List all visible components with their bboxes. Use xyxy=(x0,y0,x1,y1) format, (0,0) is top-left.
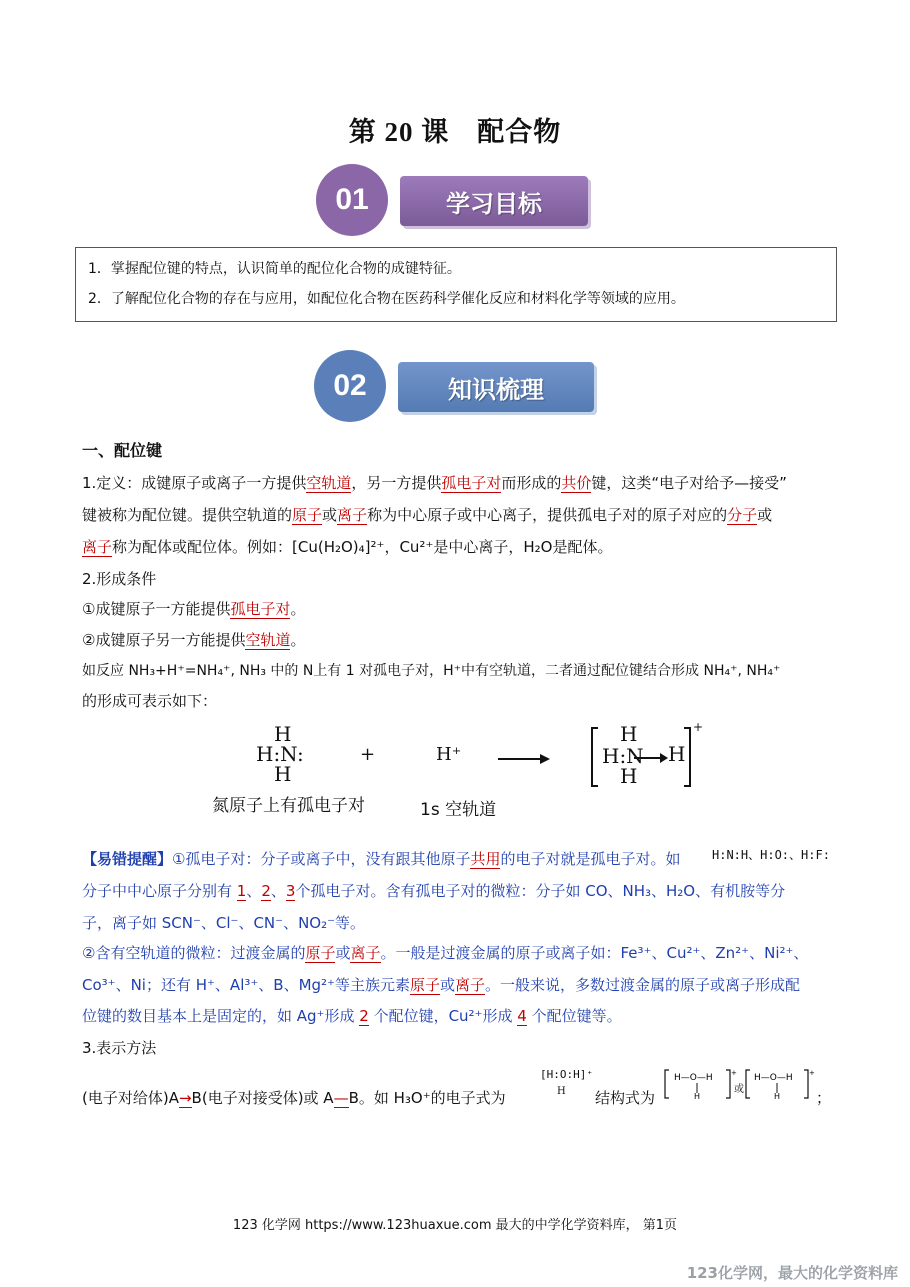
svg-text:+: + xyxy=(731,1069,737,1077)
answer-blank: 分子 xyxy=(727,506,758,524)
svg-text:+: + xyxy=(809,1069,815,1077)
answer-blank: 2 xyxy=(359,1007,369,1025)
tip-line-3: 子，离子如 SCN⁻、Cl⁻、CN⁻、NO₂⁻等。 xyxy=(82,914,366,932)
representation-line: (电子对给体)A→B(电子对接受体)或 A—B。如 H₃O⁺的电子式为 xyxy=(82,1089,506,1107)
proton: H⁺ xyxy=(436,744,462,765)
nh3-top-h: H xyxy=(274,722,292,746)
goal-item: 2．了解配位化合物的存在与应用，如配位化合物在医药科学催化反应和材料化学等领域的应用。 xyxy=(88,291,685,307)
answer-blank: 原子 xyxy=(305,944,336,962)
svg-text:H: H xyxy=(694,1092,701,1101)
h3o-bottom-h: H xyxy=(557,1086,566,1097)
structure-label: 结构式为 xyxy=(595,1089,656,1107)
definition-line-3: 离子称为配体或配位体。例如：[Cu(H₂O)₄]²⁺，Cu²⁺是中心离子，H₂O是配体。 xyxy=(82,538,613,556)
heading-coordinate-bond: 一、配位键 xyxy=(82,441,163,460)
charge-sign: + xyxy=(693,720,704,734)
nh4-bottom-h: H xyxy=(620,764,638,788)
answer-blank: 离子 xyxy=(455,976,486,994)
answer-blank: 空轨道 xyxy=(306,474,352,492)
page-footer: 123 化学网 https://www.123huaxue.com 最大的中学化学资料库， 第1页 xyxy=(232,1218,678,1233)
or-label: 或 xyxy=(734,1084,744,1095)
answer-blank: 3 xyxy=(285,882,296,900)
definition-line-2: 键被称为配位键。提供空轨道的原子或离子称为中心原子或中心离子，提供孤电子对的原子对应的分子或 xyxy=(82,506,773,524)
section-number-badge xyxy=(314,350,386,422)
reaction-arrow-icon xyxy=(498,752,550,766)
h3o-electron-formula: [H:O:H]⁺ xyxy=(540,1068,593,1081)
nh4-middle: H:N xyxy=(602,744,644,768)
answer-blank: 共价 xyxy=(561,474,592,492)
answer-blank: 原子 xyxy=(292,506,323,524)
example-line-1: 如反应 NH₃+H⁺=NH₄⁺, NH₃ 中的 N上有 1 对孤电子对，H⁺中有空轨道，二者通过配位键结合形成 NH₄⁺, NH₄⁺ xyxy=(82,663,781,679)
watermark: 123化学网，最大的化学资料库 xyxy=(686,1264,898,1282)
answer-blank: 离子 xyxy=(350,944,381,962)
svg-text:H: H xyxy=(774,1092,781,1101)
section-label: 知识梳理 xyxy=(448,375,544,404)
tip-line-6: 位键的数目基本上是固定的，如 Ag⁺形成 2 个配位键，Cu²⁺形成 4 个配位键等。 xyxy=(82,1007,622,1025)
answer-blank: → xyxy=(178,1089,192,1107)
answer-blank: 孤电子对 xyxy=(230,600,291,618)
section-label: 学习目标 xyxy=(446,189,542,218)
section-tab-goals xyxy=(400,176,588,226)
answer-blank: 孤电子对 xyxy=(441,474,502,492)
nh3-middle: H:N: xyxy=(256,742,304,766)
answer-blank: 离子 xyxy=(82,538,113,556)
nh4-top-h: H xyxy=(620,722,638,746)
section-tab-knowledge xyxy=(398,362,594,412)
answer-blank: 4 xyxy=(517,1007,527,1025)
representation-heading: 3.表示方法 xyxy=(82,1039,157,1057)
example-line-2: 的形成可表示如下： xyxy=(82,692,218,710)
tip-line-5: Co³⁺、Ni；还有 H⁺、Al³⁺、B、Mg²⁺等主族元素原子或离子。一般来说，多数过渡金属的原子或离子形成配 xyxy=(82,976,801,994)
definition-line-1: 1.定义：成键原子或离子一方提供空轨道，另一方提供孤电子对而形成的共价键，这类“电子对给予—接受” xyxy=(82,474,787,492)
tip-line-4: ②含有空轨道的微粒：过渡金属的原子或离子。一般是过渡金属的原子或离子如：Fe³⁺、Cu²⁺、Zn²⁺、Ni²⁺、 xyxy=(82,944,809,962)
conditions-heading: 2.形成条件 xyxy=(82,570,157,588)
answer-blank: 原子 xyxy=(409,976,440,994)
lone-pair-formulas: H:N:H、H:O:、H:F: xyxy=(712,848,830,862)
section-number-badge xyxy=(316,164,388,236)
answer-blank: — xyxy=(333,1089,349,1107)
section-number: 01 xyxy=(335,183,369,216)
nh3-bottom-h: H xyxy=(274,762,292,786)
page-title: 第 20 课 配合物 xyxy=(348,117,562,147)
svg-text:H—O—H: H—O—H xyxy=(754,1073,793,1083)
nh4-right-h: H xyxy=(668,742,686,766)
answer-blank: 空轨道 xyxy=(245,631,291,649)
condition-1: ①成键原子一方能提供孤电子对。 xyxy=(82,600,306,618)
goals-box xyxy=(75,247,837,322)
diagram-caption-empty-orbital: 1s 空轨道 xyxy=(420,800,497,820)
answer-blank: 2 xyxy=(261,882,271,900)
goal-item: 1．掌握配位键的特点，认识简单的配位化合物的成键特征。 xyxy=(88,261,461,277)
tip-line-2: 分子中中心原子分别有 1、2、3个孤电子对。含有孤电子对的微粒：分子如 CO、NH₃、H₂O、有机胺等分 xyxy=(82,882,786,900)
answer-blank: 1 xyxy=(236,882,247,900)
plus-sign: + xyxy=(360,744,376,765)
condition-2: ②成键原子另一方能提供空轨道。 xyxy=(82,631,306,649)
diagram-caption-lone-pair: 氮原子上有孤电子对 xyxy=(212,796,365,816)
section-number: 02 xyxy=(333,369,367,402)
svg-text:H—O—H: H—O—H xyxy=(674,1073,713,1083)
answer-blank: 共用 xyxy=(470,850,501,868)
tip-line-1: 【易错提醒】①孤电子对：分子或离子中，没有跟其他原子共用的电子对就是孤电子对。如 xyxy=(82,850,681,868)
answer-blank: 离子 xyxy=(337,506,368,524)
semicolon: ； xyxy=(816,1089,832,1107)
tip-label: 【易错提醒】 xyxy=(82,850,173,868)
